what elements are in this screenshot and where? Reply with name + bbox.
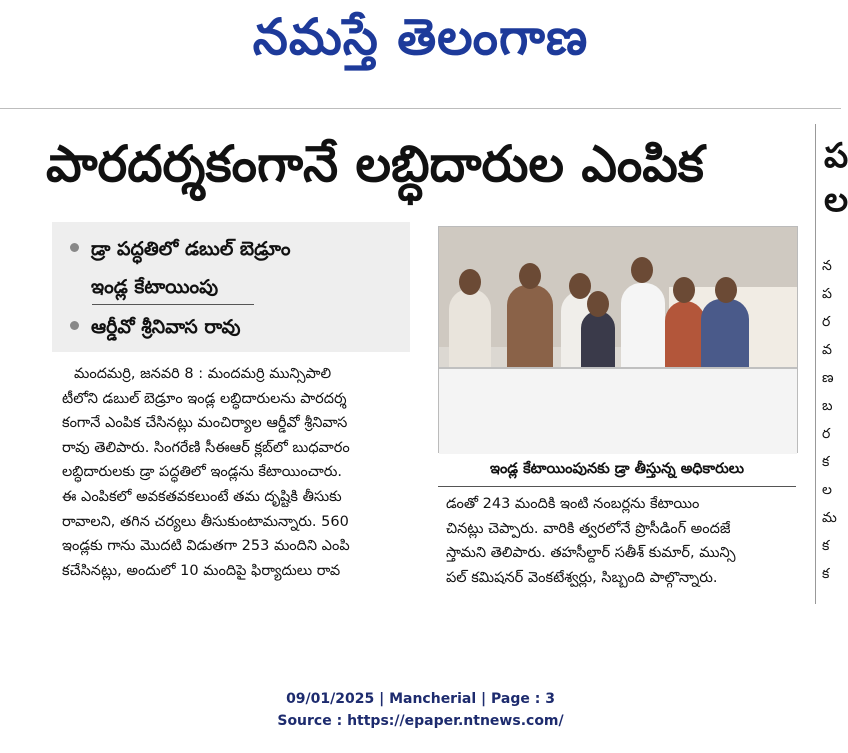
photo-person xyxy=(665,301,705,377)
adjacent-text-glyph: ప xyxy=(822,286,832,302)
article-line: ఇండ్లకు గాను మొదటి విడుతగా 253 మందిని ఎంపి xyxy=(62,538,350,555)
newspaper-logo: నమస్తే తెలంగాణ xyxy=(252,8,589,66)
bullet-icon xyxy=(70,243,79,252)
adjacent-text-glyph: మ xyxy=(822,510,837,526)
photo-person-head xyxy=(715,277,737,303)
adjacent-text-glyph: వ xyxy=(822,342,832,358)
article-line: రావు తెలిపారు. సింగరేణి సీఈఆర్ క్లబ్‌లో బుధవారం xyxy=(62,439,350,456)
article-body-column-2 xyxy=(446,492,796,590)
adjacent-text-glyph: న xyxy=(822,258,832,274)
article-line: లబ్ధిదారులకు డ్రా పద్ధతిలో ఇండ్లను కేటాయించారు. xyxy=(62,464,342,481)
adjacent-text-glyph: బ xyxy=(822,398,833,414)
page-footer xyxy=(0,688,841,732)
bullet-icon xyxy=(70,321,79,330)
adjacent-text-glyph: క xyxy=(822,538,830,554)
photo-person-head xyxy=(673,277,695,303)
highlight-text: డ్రా పద్ధతిలో డబుల్ బెడ్రూం xyxy=(91,238,291,260)
article-line: టీలోని డబుల్ బెడ్రూం ఇండ్ల లబ్ధిదారులను పారదర్శ xyxy=(62,390,347,407)
masthead xyxy=(0,0,841,80)
photo-person xyxy=(507,285,553,377)
adjacent-text-glyph: క xyxy=(822,454,830,470)
highlight-text: ఆర్డీవో శ్రీనివాస రావు xyxy=(91,316,241,338)
adjacent-text-glyph: ర xyxy=(822,314,831,330)
article-line: రావాలని, తగిన చర్యలు తీసుకుంటామన్నారు. 560 xyxy=(62,513,349,530)
adjacent-headline-glyph-2: ల xyxy=(824,180,848,220)
photo-person-head xyxy=(519,263,541,289)
highlights-box xyxy=(52,222,410,352)
article-line: డంతో 243 మందికి ఇంటి నంబర్లను కేటాయిం xyxy=(446,496,700,512)
footer-date-edition: 09/01/2025 | Mancherial | Page : 3 xyxy=(286,691,555,707)
article-line: స్తామని తెలిపారు. తహసీల్దార్ సతీశ్ కుమార్, మున్సి xyxy=(446,545,736,562)
article-body-column-1 xyxy=(62,362,412,583)
adjacent-text-glyph: ర xyxy=(822,426,831,442)
photo-person-head xyxy=(631,257,653,283)
photo-person xyxy=(621,283,665,377)
adjacent-text-glyph: క xyxy=(822,566,830,582)
adjacent-headline-glyph-1: ప xyxy=(824,136,848,176)
footer-source: Source : https://epaper.ntnews.com/ xyxy=(277,713,564,729)
highlight-item xyxy=(70,312,241,342)
adjacent-text-glyph: ణ xyxy=(822,370,834,386)
article-line: ఈ ఎంపికలో అవకతవకలుంటే తమ దృష్టికి తీసుకు xyxy=(62,488,342,505)
photo-person-head xyxy=(569,273,591,299)
article-line: కచేసినట్లు, అందులో 10 మందిపై ఫిర్యాదులు రావ xyxy=(62,562,341,579)
caption-underline xyxy=(438,486,796,487)
page-headline: పారదర్శకంగానే లబ్ధిదారుల ఎంపిక xyxy=(46,135,704,193)
article-line: పల్ కమిషనర్ వెంకటేశ్వర్లు, సిబ్బంది పాల్గొన్నారు. xyxy=(446,569,718,586)
photo-person-head xyxy=(587,291,609,317)
highlight-underline xyxy=(92,304,254,305)
adjacent-text-glyph: ల xyxy=(822,482,832,498)
highlight-item xyxy=(70,234,291,264)
photo-caption: ఇండ్ల కేటాయింపునకు డ్రా తీస్తున్న అధికారులు xyxy=(489,461,745,477)
adjacent-article-strip xyxy=(815,124,848,604)
article-line: చినట్లు చెప్పారు. వారికి త్వరలోనే ప్రొసీడింగ్ అందజే xyxy=(446,520,731,537)
article-line: మందమర్రి, జనవరి 8 : మందమర్రి మున్సిపాలి xyxy=(74,366,332,382)
article-line: కంగానే ఎంపిక చేసినట్లు మంచిర్యాల ఆర్డీవో శ్రీనివాస xyxy=(62,415,348,432)
photo-table xyxy=(439,367,797,454)
highlight-item-continued: ఇండ్ల కేటాయింపు xyxy=(91,276,219,298)
photo-person-head xyxy=(459,269,481,295)
photo-person xyxy=(449,289,491,379)
masthead-divider xyxy=(0,108,841,109)
news-photo xyxy=(438,226,798,453)
